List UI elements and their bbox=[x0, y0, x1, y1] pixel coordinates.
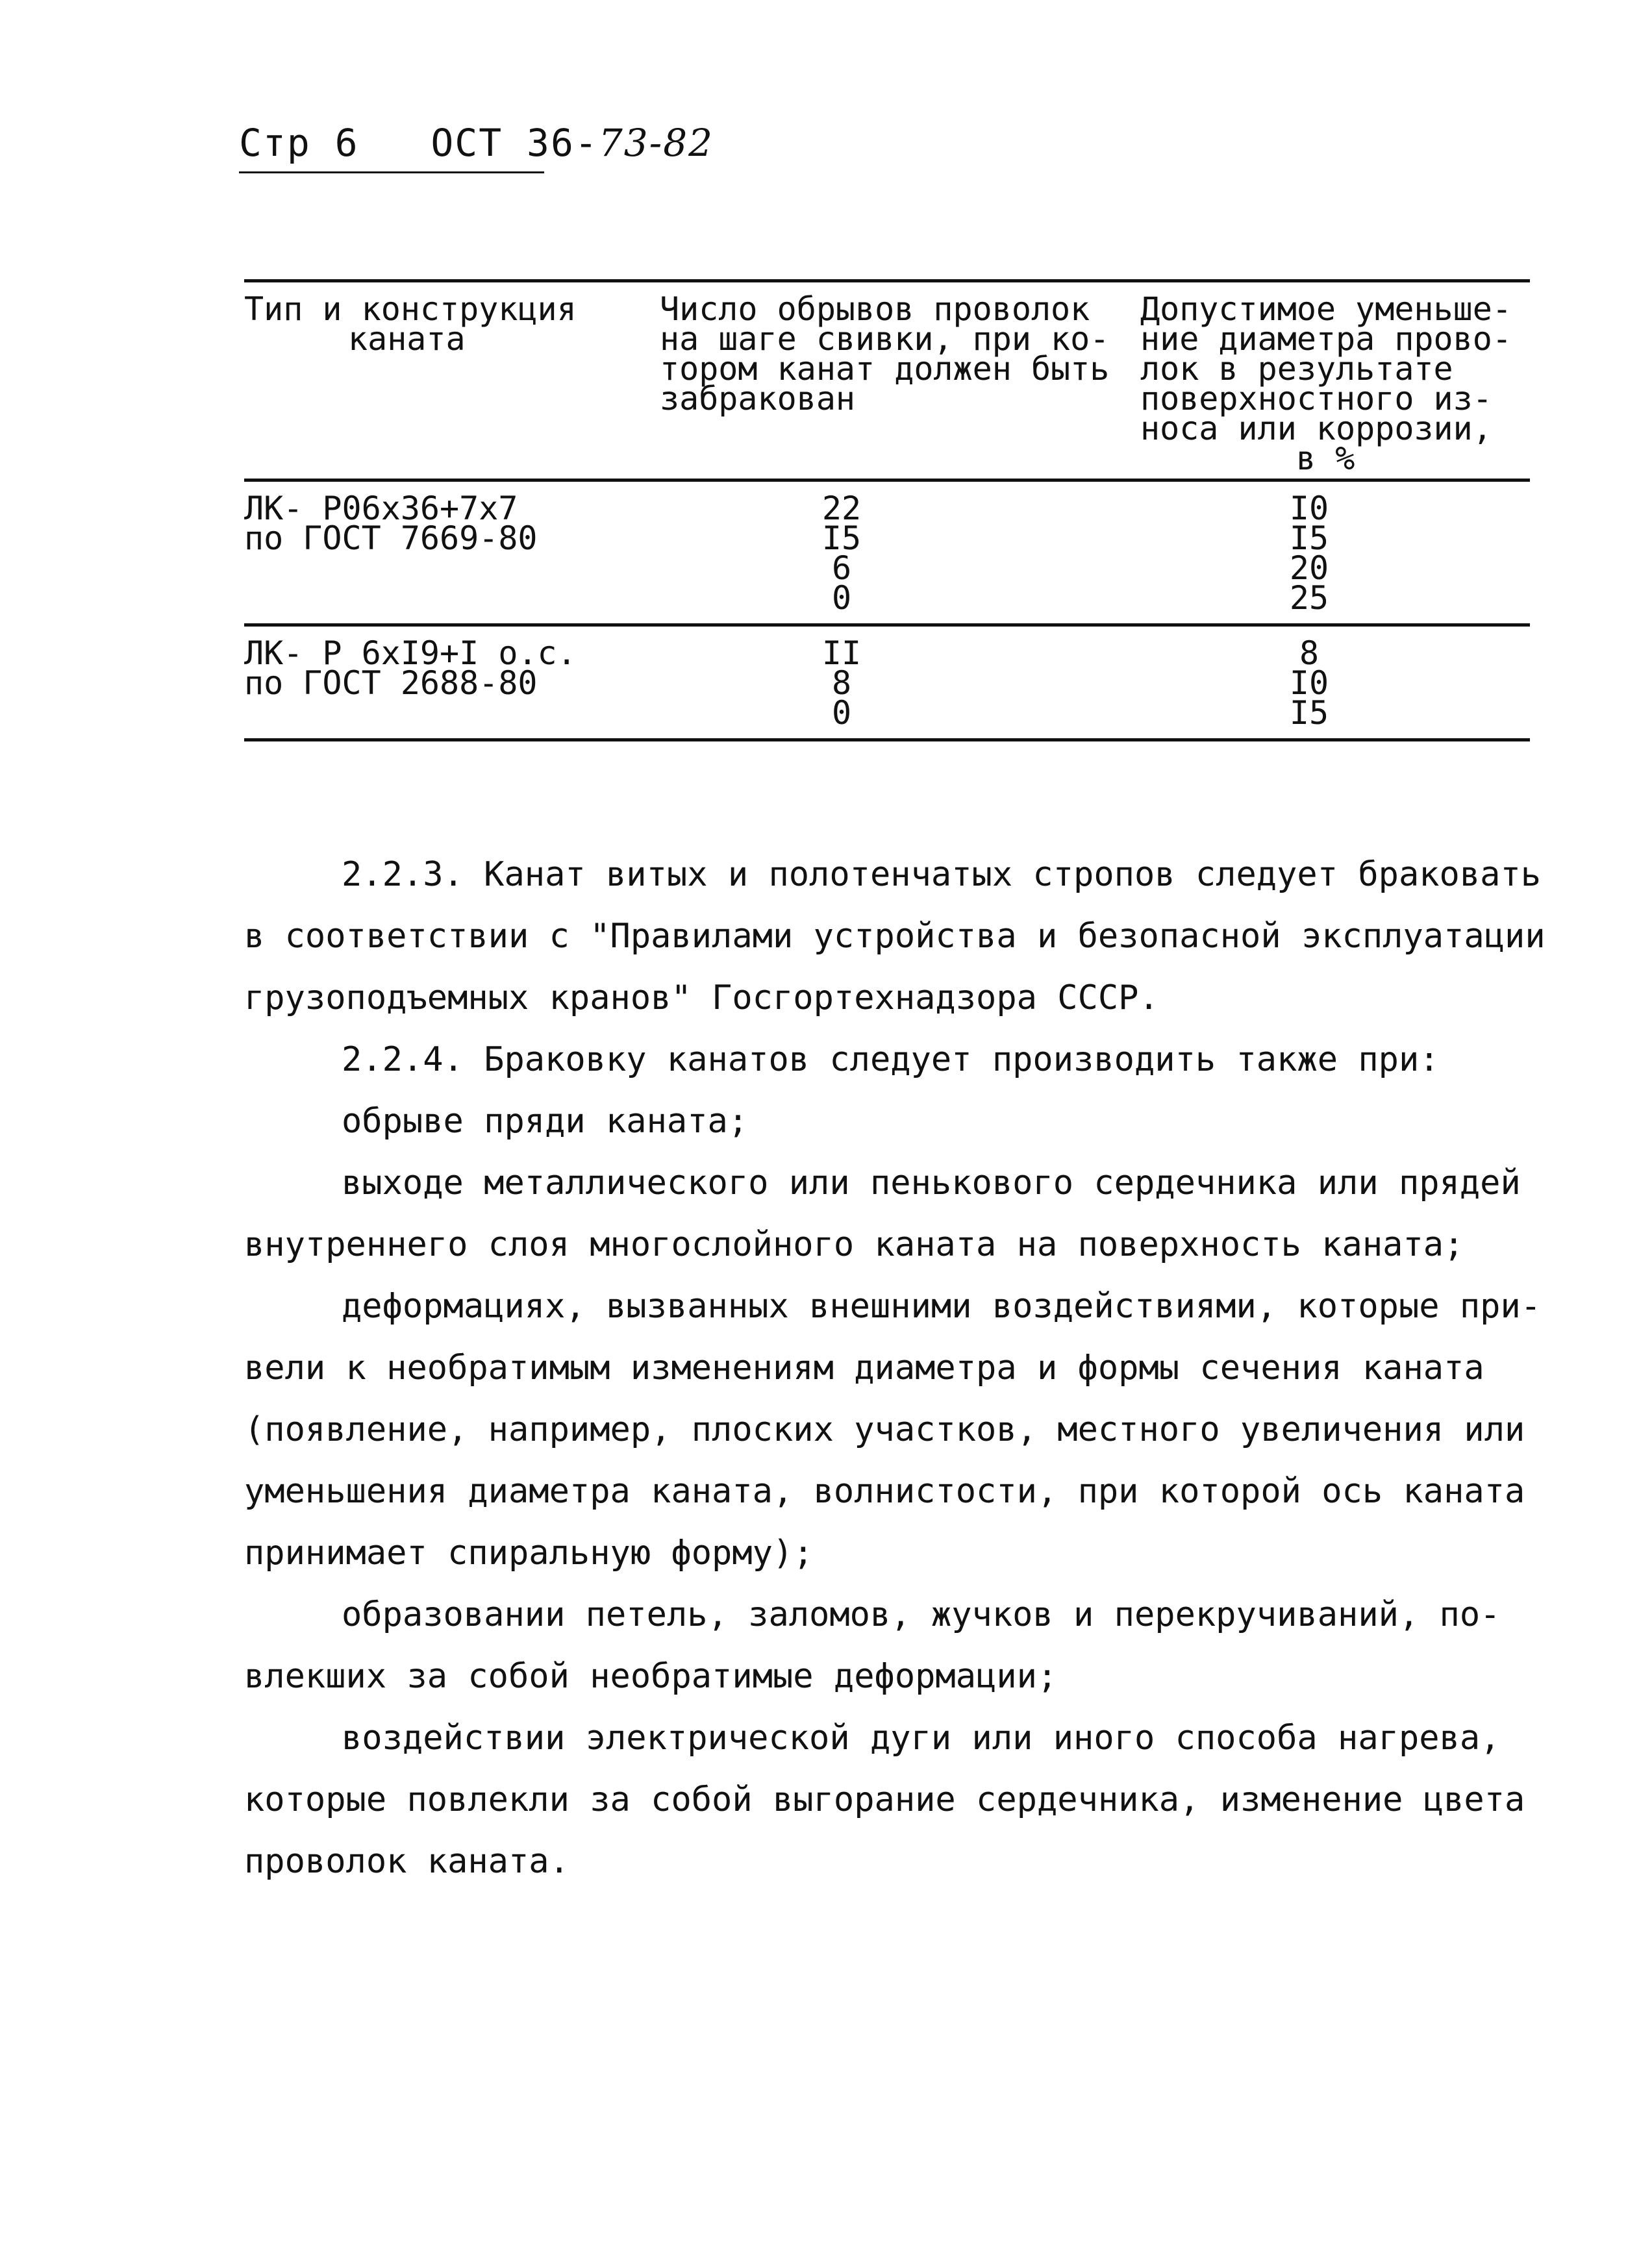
cell-rope-type bbox=[244, 634, 640, 728]
table-row bbox=[244, 482, 1530, 623]
paragraph-line: (появление, например, плоских участков, местного увеличения или bbox=[244, 1410, 1525, 1449]
cell-value: 0 bbox=[831, 694, 852, 732]
header-line: забракован bbox=[660, 380, 856, 417]
paragraph-line: обрыве пряди каната; bbox=[342, 1102, 749, 1141]
header-line: Тип и конструкция bbox=[244, 290, 577, 328]
paragraph-line: вели к необратимым изменениям диаметра и формы сечения каната bbox=[244, 1349, 1484, 1388]
header-line: на шаге свивки, при ко- bbox=[660, 320, 1110, 358]
header-line: Число обрывов проволок bbox=[660, 290, 1090, 328]
cell-breaks bbox=[640, 490, 1140, 617]
paragraph-line: проволок каната. bbox=[244, 1842, 569, 1881]
cell-line: по ГОСТ 2688-80 bbox=[244, 664, 538, 702]
cell-value: 8 bbox=[1299, 634, 1320, 672]
paragraph-line: грузоподъемных кранов" Госгортехнадзора СССР. bbox=[244, 978, 1159, 1017]
paragraph-line: выходе металлического или пенькового сердечника или прядей bbox=[342, 1164, 1521, 1202]
paragraph-line: 2.2.3. Канат витых и полотенчатых стропов следует браковать bbox=[342, 855, 1542, 894]
paragraph-line: воздействии электрической дуги или иного способа нагрева, bbox=[342, 1719, 1501, 1758]
cell-breaks bbox=[640, 634, 1140, 732]
paragraph-line: в соответствии с "Правилами устройства и безопасной эксплуатации bbox=[244, 917, 1546, 956]
paragraph-line: которые повлекли за собой выгорание сердечника, изменение цвета bbox=[244, 1780, 1525, 1819]
header-col-reduction bbox=[1140, 290, 1530, 477]
cell-value: 22 bbox=[821, 490, 862, 527]
header-line: каната bbox=[348, 320, 466, 358]
standard-number-handwritten: 73-82 bbox=[598, 121, 714, 165]
rope-rejection-table bbox=[244, 279, 1530, 741]
cell-value: I0 bbox=[1289, 490, 1329, 527]
cell-value: I5 bbox=[821, 519, 862, 557]
cell-reduction bbox=[1140, 634, 1530, 732]
table-bottom-rule bbox=[244, 738, 1530, 741]
header-underline bbox=[239, 171, 544, 173]
cell-value: 25 bbox=[1289, 579, 1329, 617]
paragraph-line: деформациях, вызванных внешними воздействиями, которые при- bbox=[342, 1287, 1542, 1326]
header-line: ние диаметра прово- bbox=[1140, 320, 1512, 358]
table-row bbox=[244, 627, 1530, 738]
page-number: Стр 6 bbox=[239, 121, 359, 165]
cell-rope-type bbox=[244, 490, 640, 613]
cell-value: I5 bbox=[1289, 694, 1329, 732]
header-line: лок в результате bbox=[1140, 350, 1453, 388]
cell-value: 20 bbox=[1289, 549, 1329, 587]
header-line: в % bbox=[1296, 440, 1355, 477]
paragraph-line: уменьшения диаметра каната, волнистости, при которой ось каната bbox=[244, 1472, 1525, 1511]
cell-value: I5 bbox=[1289, 519, 1329, 557]
paragraph-line: принимает спиральную форму); bbox=[244, 1534, 814, 1573]
header-col-breaks bbox=[640, 290, 1140, 473]
cell-line: по ГОСТ 7669-80 bbox=[244, 519, 538, 557]
header-col-type bbox=[244, 290, 640, 473]
header-line: носа или коррозии, bbox=[1140, 410, 1492, 447]
cell-value: 8 bbox=[831, 664, 852, 702]
page-header bbox=[239, 121, 714, 165]
table-header-row bbox=[244, 282, 1530, 479]
paragraph-line: образовании петель, заломов, жучков и перекручиваний, по- bbox=[342, 1595, 1501, 1634]
cell-value: 0 bbox=[831, 579, 852, 617]
header-line: поверхностного из- bbox=[1140, 380, 1492, 417]
cell-line: ЛК- Р 6хI9+I о.с. bbox=[244, 634, 577, 672]
cell-line: ЛК- Р06х36+7х7 bbox=[244, 490, 518, 527]
cell-value: II bbox=[821, 634, 862, 672]
cell-value: 6 bbox=[831, 549, 852, 587]
paragraph-line: 2.2.4. Браковку канатов следует производить также при: bbox=[342, 1040, 1440, 1079]
cell-reduction bbox=[1140, 490, 1530, 617]
body-text bbox=[244, 844, 1546, 1893]
standard-prefix: ОСТ 36- bbox=[431, 121, 599, 165]
header-line: Допустимое уменьше- bbox=[1140, 290, 1512, 328]
cell-value: I0 bbox=[1289, 664, 1329, 702]
paragraph-line: внутреннего слоя многослойного каната на поверхность каната; bbox=[244, 1225, 1464, 1264]
paragraph-line: влекших за собой необратимые деформации; bbox=[244, 1657, 1058, 1696]
header-line: тором канат должен быть bbox=[660, 350, 1110, 388]
